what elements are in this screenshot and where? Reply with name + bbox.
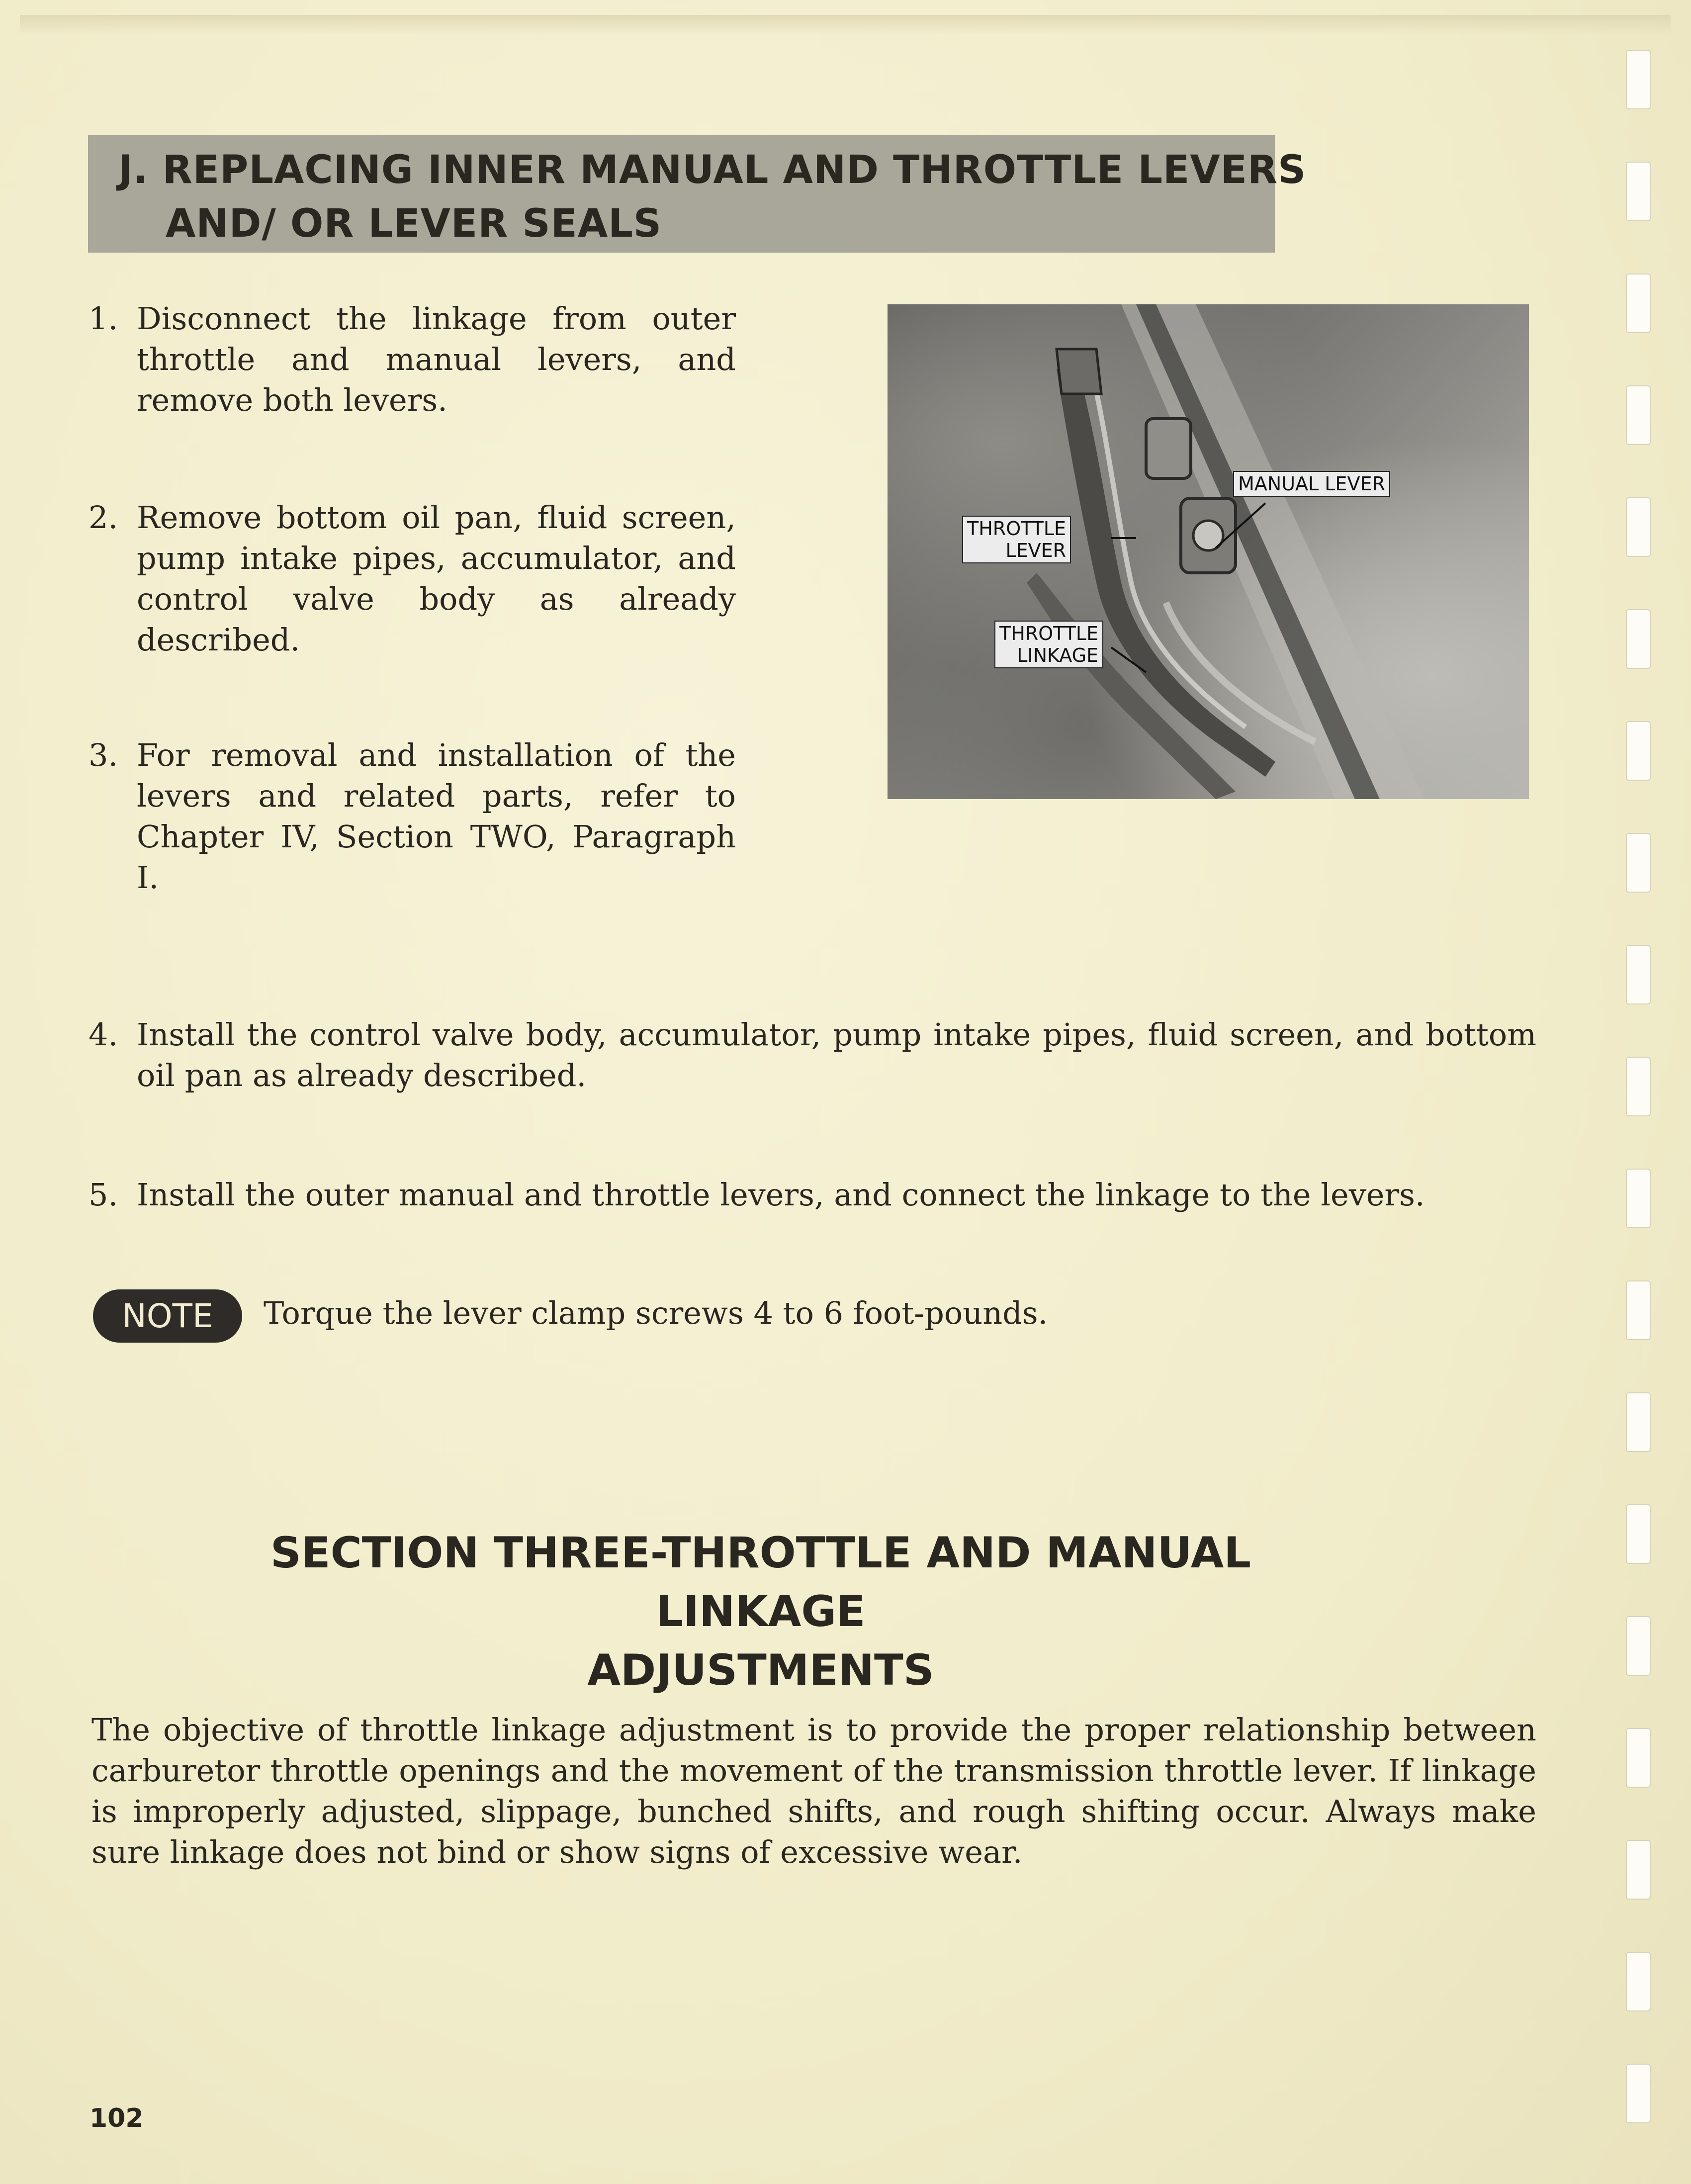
binder-hole [1626, 1616, 1651, 1676]
callout-throttle-linkage-line-2: LINKAGE [1017, 644, 1099, 666]
page-number: 102 [89, 2103, 144, 2133]
binder-hole [1626, 1952, 1651, 2011]
section-title-line-2: ADJUSTMENTS [587, 1645, 934, 1695]
step-number: 1. [89, 300, 118, 337]
binder-hole [1626, 1840, 1651, 1900]
binder-hole [1626, 1057, 1651, 1116]
binder-hole [1626, 721, 1651, 781]
step-text: Install the control valve body, accumulator, pump intake pipes, fluid screen, and bottom oil pan as already described. [137, 1016, 1536, 1093]
binder-hole [1626, 2064, 1651, 2123]
step-number: 4. [89, 1016, 118, 1053]
step-text: Disconnect the linkage from outer throttle and manual levers, and remove both levers. [137, 300, 736, 418]
step-text: Remove bottom oil pan, fluid screen, pump intake pipes, accumulator, and control valve body as already described. [137, 499, 736, 658]
binder-hole [1626, 50, 1651, 109]
step-number: 5. [89, 1177, 118, 1213]
binder-hole [1626, 1504, 1651, 1564]
header-line-1: J. REPLACING INNER MANUAL AND THROTTLE LEVERS [118, 148, 1307, 192]
callout-throttle-lever-line-1: THROTTLE [967, 518, 1067, 540]
callout-throttle-lever [962, 516, 1071, 563]
callout-manual-lever [1233, 471, 1390, 497]
callout-throttle-lever-line-2: LEVER [1005, 540, 1067, 561]
binder-hole [1626, 162, 1651, 221]
throttle-linkage-photo [888, 304, 1529, 799]
step-text: Install the outer manual and throttle levers, and connect the linkage to the levers. [137, 1177, 1425, 1213]
step-1 [89, 298, 736, 423]
binder-holes [1626, 50, 1656, 2138]
callout-throttle-linkage [994, 621, 1103, 668]
binder-hole [1626, 833, 1651, 893]
step-text: For removal and installation of the levers and related parts, refer to Chapter IV, Section TWO, Paragraph I. [137, 737, 736, 896]
binder-hole [1626, 1728, 1651, 1788]
callout-manual-lever-text: MANUAL LEVER [1238, 473, 1385, 495]
note-badge: NOTE [93, 1289, 242, 1343]
note-text: Torque the lever clamp screws 4 to 6 foot-pounds. [264, 1295, 1048, 1331]
callout-throttle-linkage-line-1: THROTTLE [999, 623, 1099, 644]
step-3 [89, 735, 736, 904]
binder-hole [1626, 1169, 1651, 1228]
section-title-line-1: SECTION THREE-THROTTLE AND MANUAL LINKAGE [270, 1528, 1251, 1637]
binder-hole [1626, 1280, 1651, 1340]
section-three-title [199, 1524, 1323, 1700]
section-header-title [118, 143, 1306, 251]
binder-hole [1626, 497, 1651, 557]
step-2 [89, 497, 736, 666]
binder-hole [1626, 609, 1651, 669]
step-4 [89, 1014, 1536, 1099]
binder-hole [1626, 385, 1651, 445]
section-three-paragraph: The objective of throttle linkage adjustment is to provide the proper relationship between carburetor throttle openings and the movement of the transmission throttle lever. If linkage is improperly adjusted, slippage, bunched shifts, and rough shifting occur. Always make sure linkage does not bind or show signs of excessive wear. [91, 1712, 1536, 1870]
step-number: 3. [89, 737, 118, 773]
binder-hole [1626, 273, 1651, 333]
header-line-2: AND/ OR LEVER SEALS [166, 201, 662, 246]
step-number: 2. [89, 499, 118, 536]
binder-hole [1626, 945, 1651, 1004]
step-5 [89, 1175, 1536, 1219]
binder-hole [1626, 1392, 1651, 1452]
page-edge-shadow [20, 15, 1671, 35]
